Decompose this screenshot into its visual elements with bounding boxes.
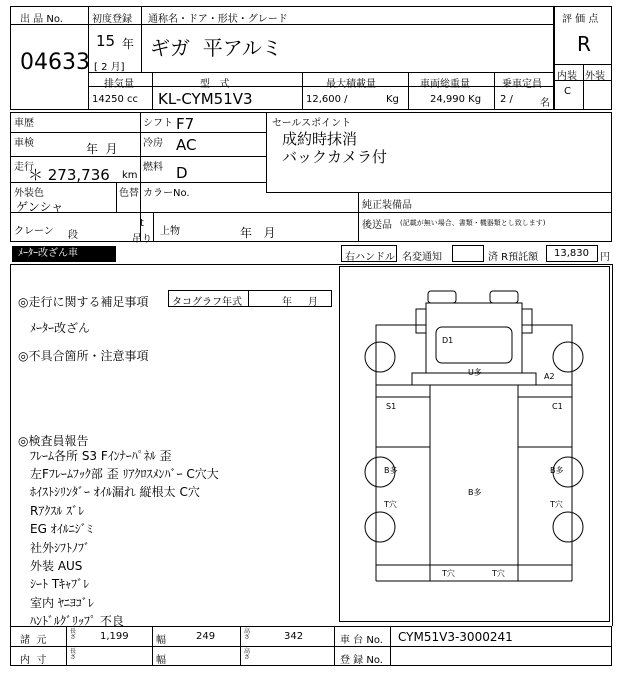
mileage: ＊ 273,736 (28, 166, 110, 184)
fuel-label: 燃料 (143, 162, 163, 173)
color-change-label: 色替 (119, 188, 139, 199)
diagram-label-b-center: B多 (468, 488, 482, 497)
tachograph-label: タコグラフ年式 (172, 297, 242, 308)
diagram-label-t-left: T穴 (384, 500, 397, 509)
capacity-unit: 名 (540, 98, 550, 109)
color-label: 外装色 (14, 188, 44, 199)
length-label: 長さ (70, 628, 77, 641)
crane-steps: 段 (68, 230, 78, 241)
width-label: 幅 (156, 635, 166, 646)
gross-weight-label: 車両総重量 (420, 79, 470, 90)
meter-tamper-badge: ﾒｰﾀｰ改ざん車 (12, 246, 116, 262)
max-load-unit: Kg (386, 94, 399, 105)
diagram-label-d1: D1 (442, 336, 454, 345)
exterior-grade-label: 外装 (585, 71, 605, 82)
interior-height-label: 高さ (244, 648, 251, 661)
registration-year-unit: 年 (122, 37, 135, 51)
height-label: 高さ (244, 628, 251, 641)
registration-year: 15 (96, 32, 116, 50)
upper-value: 年 月 (240, 226, 276, 240)
upper-label: 上物 (160, 226, 180, 237)
crane-ton: t (140, 218, 144, 229)
capacity-label: 乗車定員 (502, 79, 542, 90)
standard-equipment-label: 純正装備品 (362, 200, 412, 211)
driving-remarks-heading: ◎走行に関する補足事項 (18, 295, 149, 309)
shift-label: シフト (143, 118, 173, 129)
recycle-deposit-label: 済 R預託額 (488, 252, 539, 263)
mileage-unit: km (122, 170, 138, 181)
inspector-line-7: 外装 AUS (30, 559, 83, 573)
driving-note: ﾒｰﾀｰ改ざん (30, 321, 91, 335)
car-name-label: 通称名・ドア・形状・グレード (148, 14, 288, 25)
color: ゲンシャ (16, 200, 64, 214)
diagram-label-u: U多 (468, 368, 482, 377)
diagram-label-t-rear-right: T穴 (492, 569, 505, 578)
inspector-line-6: 社外ｼﾌﾄﾉﾌﾞ (30, 541, 91, 555)
crane-label: クレーン (14, 226, 54, 237)
inspector-line-4: Rｱｸｽﾙ ｽﾞﾚ (30, 504, 85, 518)
inspection-value: 年 月 (86, 142, 118, 156)
inspector-line-10: ﾊﾝﾄﾞﾙｸﾞﾘｯﾌﾟ 不良 (30, 614, 124, 628)
fuel: D (176, 164, 188, 182)
grade-label: 評 価 点 (562, 14, 599, 25)
diagram-label-s1: S1 (386, 402, 397, 411)
tachograph-value: 年 月 (282, 297, 318, 308)
recycle-deposit-amount: 13,830 (554, 248, 589, 259)
shift: F7 (176, 115, 195, 133)
name-change-notice: 名変通知 (402, 252, 442, 263)
max-load: 12,600 / (306, 94, 348, 105)
defect-heading: ◎不具合箇所・注意事項 (18, 349, 149, 363)
max-load-label: 最大積載量 (326, 79, 376, 90)
sales-point-2: バックカメラ付 (282, 148, 388, 166)
diagram-label-a2: A2 (544, 372, 555, 381)
crane-lift: 吊り (132, 234, 152, 245)
retrofit-label: 後送品 (362, 220, 392, 231)
lot-no: 04633 (20, 50, 90, 75)
truck-damage-diagram (340, 267, 609, 621)
interior-length-label: 長さ (70, 648, 77, 661)
ac-label: 冷房 (143, 138, 163, 149)
interior-dimensions-label: 内 寸 (20, 655, 47, 666)
registration-month: [ 2 月] (94, 62, 125, 73)
model: KL-CYM51V3 (158, 90, 253, 108)
capacity: 2 / (500, 94, 513, 105)
inspector-line-1: ﾌﾚｰﾑ各所 S3 Fｲﾝﾅｰﾊﾟﾈﾙ 歪 (30, 449, 172, 463)
interior-width-label: 幅 (156, 655, 166, 666)
retrofit-note: (記載が無い場合、書類・機器類とし致します) (400, 219, 546, 227)
mileage-label: 走行 (14, 162, 34, 173)
grade: R (577, 32, 591, 56)
sales-point-label: セールスポイント (272, 118, 352, 129)
inspection-label: 車検 (14, 138, 34, 149)
interior-grade: C (564, 86, 571, 97)
gross-weight: 24,990 Kg (430, 94, 482, 105)
diagram-label-c1: C1 (552, 402, 563, 411)
chassis-no-label: 車 台 No. (340, 635, 383, 646)
height: 342 (284, 631, 304, 642)
displacement-label: 排気量 (104, 79, 134, 90)
inspector-heading: ◎検査員報告 (18, 434, 89, 448)
dimensions-label: 諸 元 (20, 635, 47, 646)
inspector-line-3: ﾎｲｽﾄｼﾘﾝﾀﾞｰ ｵｲﾙ漏れ 縦根太 C穴 (30, 485, 200, 499)
inspector-line-8: ｼｰﾄ Tｷｬﾌﾞﾚ (30, 577, 90, 591)
inspector-line-2: 左Fﾌﾚｰﾑﾌｯｸ部 歪 ﾘｱｸﾛｽﾒﾝﾊﾞｰ C穴大 (30, 467, 219, 481)
ac: AC (176, 136, 197, 154)
inspector-line-5: EG ｵｲﾙﾆｼﾞﾐ (30, 522, 93, 536)
chassis-no: CYM51V3-3000241 (398, 630, 513, 644)
diagram-label-t-rear-left: T穴 (442, 569, 455, 578)
model-label: 型 式 (200, 79, 230, 90)
displacement: 14250 cc (92, 94, 138, 105)
diagram-label-t-right: T穴 (550, 500, 563, 509)
registration-no-label: 登 録 No. (340, 655, 383, 666)
interior-grade-label: 内装 (557, 71, 577, 82)
inspector-line-9: 室内 ﾔﾆﾖｺﾞﾚ (30, 596, 94, 610)
diagram-label-b-left: B多 (384, 466, 398, 475)
lot-no-label: 出 品 No. (20, 14, 63, 25)
first-registration-label: 初度登録 (92, 14, 132, 25)
car-name: ギガ 平アルミ (150, 36, 282, 60)
width: 249 (196, 631, 216, 642)
length: 1,199 (100, 631, 129, 642)
history-label: 車歴 (14, 118, 34, 129)
yen-unit: 円 (600, 252, 610, 263)
sales-point-1: 成約時抹消 (282, 130, 358, 148)
right-hand-drive: 右ハンドル (345, 252, 395, 263)
color-code-label: カラーNo. (143, 188, 190, 199)
diagram-label-b-right: B多 (550, 466, 564, 475)
